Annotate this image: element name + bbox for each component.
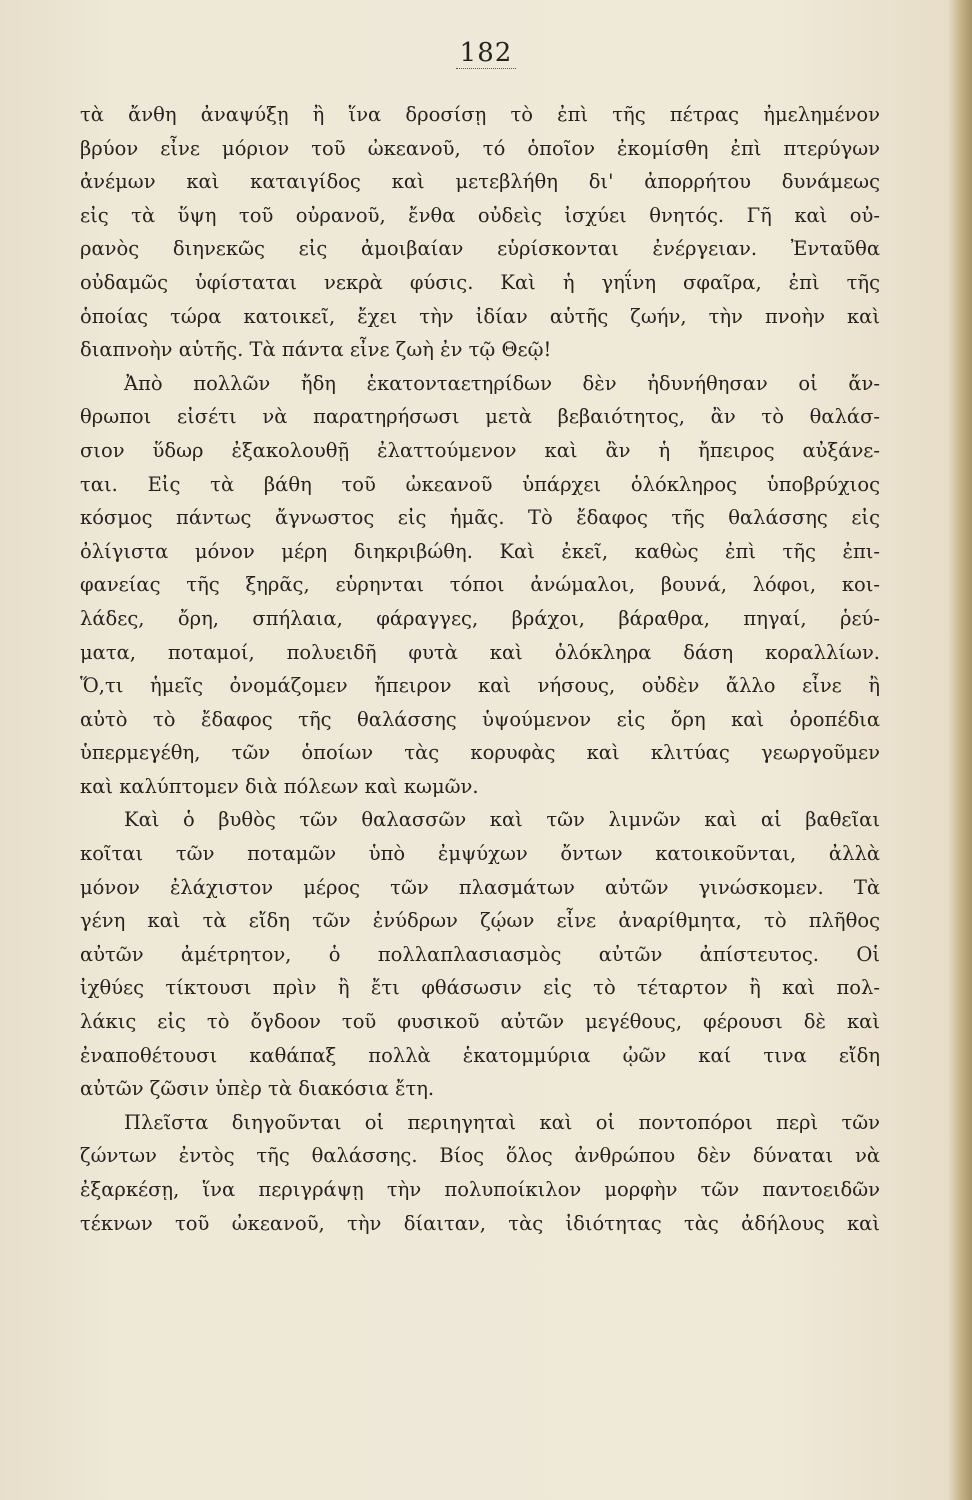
text-line: τὰ ἄνθη ἀναψύξῃ ἢ ἵνα δροσίσῃ τὸ ἐπὶ τῆς πέτρας ἠμελημένον bbox=[80, 103, 880, 126]
text-line: ὁποίας τώρα κατοικεῖ, ἔχει τὴν ἰδίαν αὑτῆς ζωήν, τὴν πνοὴν καὶ bbox=[80, 304, 880, 328]
text-line: ἀνέμων καὶ καταιγίδος καὶ μετεβλήθη δι' ἀπορρήτου δυνάμεως bbox=[80, 170, 880, 194]
text-line: ζώντων ἐντὸς τῆς θαλάσσης. Βίος ὅλος ἀνθρώπου δὲν δύναται νὰ bbox=[80, 1144, 880, 1168]
body-text bbox=[80, 98, 880, 1240]
paragraph bbox=[80, 98, 880, 367]
text-line: Ἀπὸ πολλῶν ἤδη ἑκατονταετηρίδων δὲν ἠδυνήθησαν οἱ ἄν- bbox=[124, 371, 880, 395]
page-number bbox=[0, 38, 972, 68]
text-line: ἰχθύες τίκτουσι πρὶν ἢ ἔτι φθάσωσιν εἰς τὸ τέταρτον ἢ καὶ πολ- bbox=[80, 976, 880, 1000]
text-line: λάκις εἰς τὸ ὄγδοον τοῦ φυσικοῦ αὐτῶν μεγέθους, φέρουσι δὲ καὶ bbox=[80, 1010, 880, 1034]
text-line: αὐτὸ τὸ ἔδαφος τῆς θαλάσσης ὑψούμενον εἰς ὄρη καὶ ὀροπέδια bbox=[80, 707, 880, 731]
text-line: μόνον ἐλάχιστον μέρος τῶν πλασμάτων αὐτῶν γινώσκομεν. Τὰ bbox=[80, 875, 880, 899]
text-line: θρωποι εἰσέτι νὰ παρατηρήσωσι μετὰ βεβαιότητος, ἂν τὸ θαλάσ- bbox=[80, 405, 880, 429]
text-line: Πλεῖστα διηγοῦνται οἱ περιηγηταὶ καὶ οἱ ποντοπόροι περὶ τῶν bbox=[124, 1110, 880, 1134]
text-line: οὐδαμῶς ὑφίσταται νεκρὰ φύσις. Καὶ ἡ γηΐνη σφαῖρα, ἐπὶ τῆς bbox=[80, 270, 880, 294]
text-line: ρανὸς διηνεκῶς εἰς ἀμοιβαίαν εὑρίσκονται ἐνέργειαν. Ἐνταῦθα bbox=[80, 237, 880, 261]
text-line: λάδες, ὄρη, σπήλαια, φάραγγες, βράχοι, βάραθρα, πηγαί, ῥεύ- bbox=[80, 606, 880, 630]
text-line: διαπνοὴν αὑτῆς. Τὰ πάντα εἶνε ζωὴ ἐν τῷ Θεῷ! bbox=[80, 338, 552, 362]
text-line: ὀλίγιστα μόνον μέρη διηκριβώθη. Καὶ ἐκεῖ, καθὼς ἐπὶ τῆς ἐπι- bbox=[80, 539, 880, 563]
text-line: τέκνων τοῦ ὠκεανοῦ, τὴν δίαιταν, τὰς ἰδιότητας τὰς ἀδήλους καὶ bbox=[80, 1211, 880, 1235]
text-line: αὐτῶν ἀμέτρητον, ὁ πολλαπλασιασμὸς αὐτῶν ἀπίστευτος. Οἱ bbox=[80, 942, 880, 966]
paragraph bbox=[80, 803, 880, 1105]
text-line: ὑπερμεγέθη, τῶν ὁποίων τὰς κορυφὰς καὶ κλιτύας γεωργοῦμεν bbox=[80, 741, 880, 765]
text-line: βρύον εἶνε μόριον τοῦ ὠκεανοῦ, τό ὁποῖον ἐκομίσθη ἐπὶ πτερύγων bbox=[80, 136, 880, 160]
text-line: καὶ καλύπτομεν διὰ πόλεων καὶ κωμῶν. bbox=[80, 774, 479, 798]
text-line: ἐξαρκέσῃ, ἵνα περιγράψῃ τὴν πολυποίκιλον μορφὴν τῶν παντοειδῶν bbox=[80, 1178, 880, 1201]
text-line: ται. Εἰς τὰ βάθη τοῦ ὠκεανοῦ ὑπάρχει ὁλόκληρος ὑποβρύχιος bbox=[80, 472, 880, 496]
text-line: αὐτῶν ζῶσιν ὑπὲρ τὰ διακόσια ἔτη. bbox=[80, 1077, 435, 1101]
text-line: γένη καὶ τὰ εἴδη τῶν ἐνύδρων ζῴων εἶνε ἀναρίθμητα, τὸ πλῆθος bbox=[80, 909, 880, 933]
page-number-text: 182 bbox=[456, 38, 517, 69]
paragraph bbox=[80, 1106, 880, 1240]
text-line: κοῖται τῶν ποταμῶν ὑπὸ ἐμψύχων ὄντων κατοικοῦνται, ἀλλὰ bbox=[80, 842, 880, 866]
text-line: Καὶ ὁ βυθὸς τῶν θαλασσῶν καὶ τῶν λιμνῶν καὶ αἱ βαθεῖαι bbox=[124, 808, 880, 832]
paragraph bbox=[80, 367, 880, 804]
text-line: εἰς τὰ ὕψη τοῦ οὐρανοῦ, ἔνθα οὐδεὶς ἰσχύει θνητός. Γῆ καὶ οὐ- bbox=[80, 203, 880, 227]
text-line: φανείας τῆς ξηρᾶς, εὑρηνται τόποι ἀνώμαλοι, βουνά, λόφοι, κοι- bbox=[80, 573, 880, 597]
page-edge bbox=[948, 0, 972, 1500]
text-line: Ὅ,τι ἡμεῖς ὀνομάζομεν ἤπειρον καὶ νήσους, οὐδὲν ἄλλο εἶνε ἢ bbox=[80, 674, 880, 698]
text-line: ματα, ποταμοί, πολυειδῆ φυτὰ καὶ ὁλόκληρα δάση κοραλλίων. bbox=[80, 640, 880, 664]
text-line: κόσμος πάντως ἄγνωστος εἰς ἡμᾶς. Τὸ ἔδαφος τῆς θαλάσσης εἰς bbox=[80, 506, 880, 530]
text-line: σιον ὕδωρ ἐξακολουθῇ ἐλαττούμενον καὶ ἂν ἡ ἤπειρος αὐξάνε- bbox=[80, 438, 880, 462]
text-line: ἐναποθέτουσι καθάπαξ πολλὰ ἑκατομμύρια ᾠῶν καί τινα εἴδη bbox=[80, 1043, 880, 1067]
